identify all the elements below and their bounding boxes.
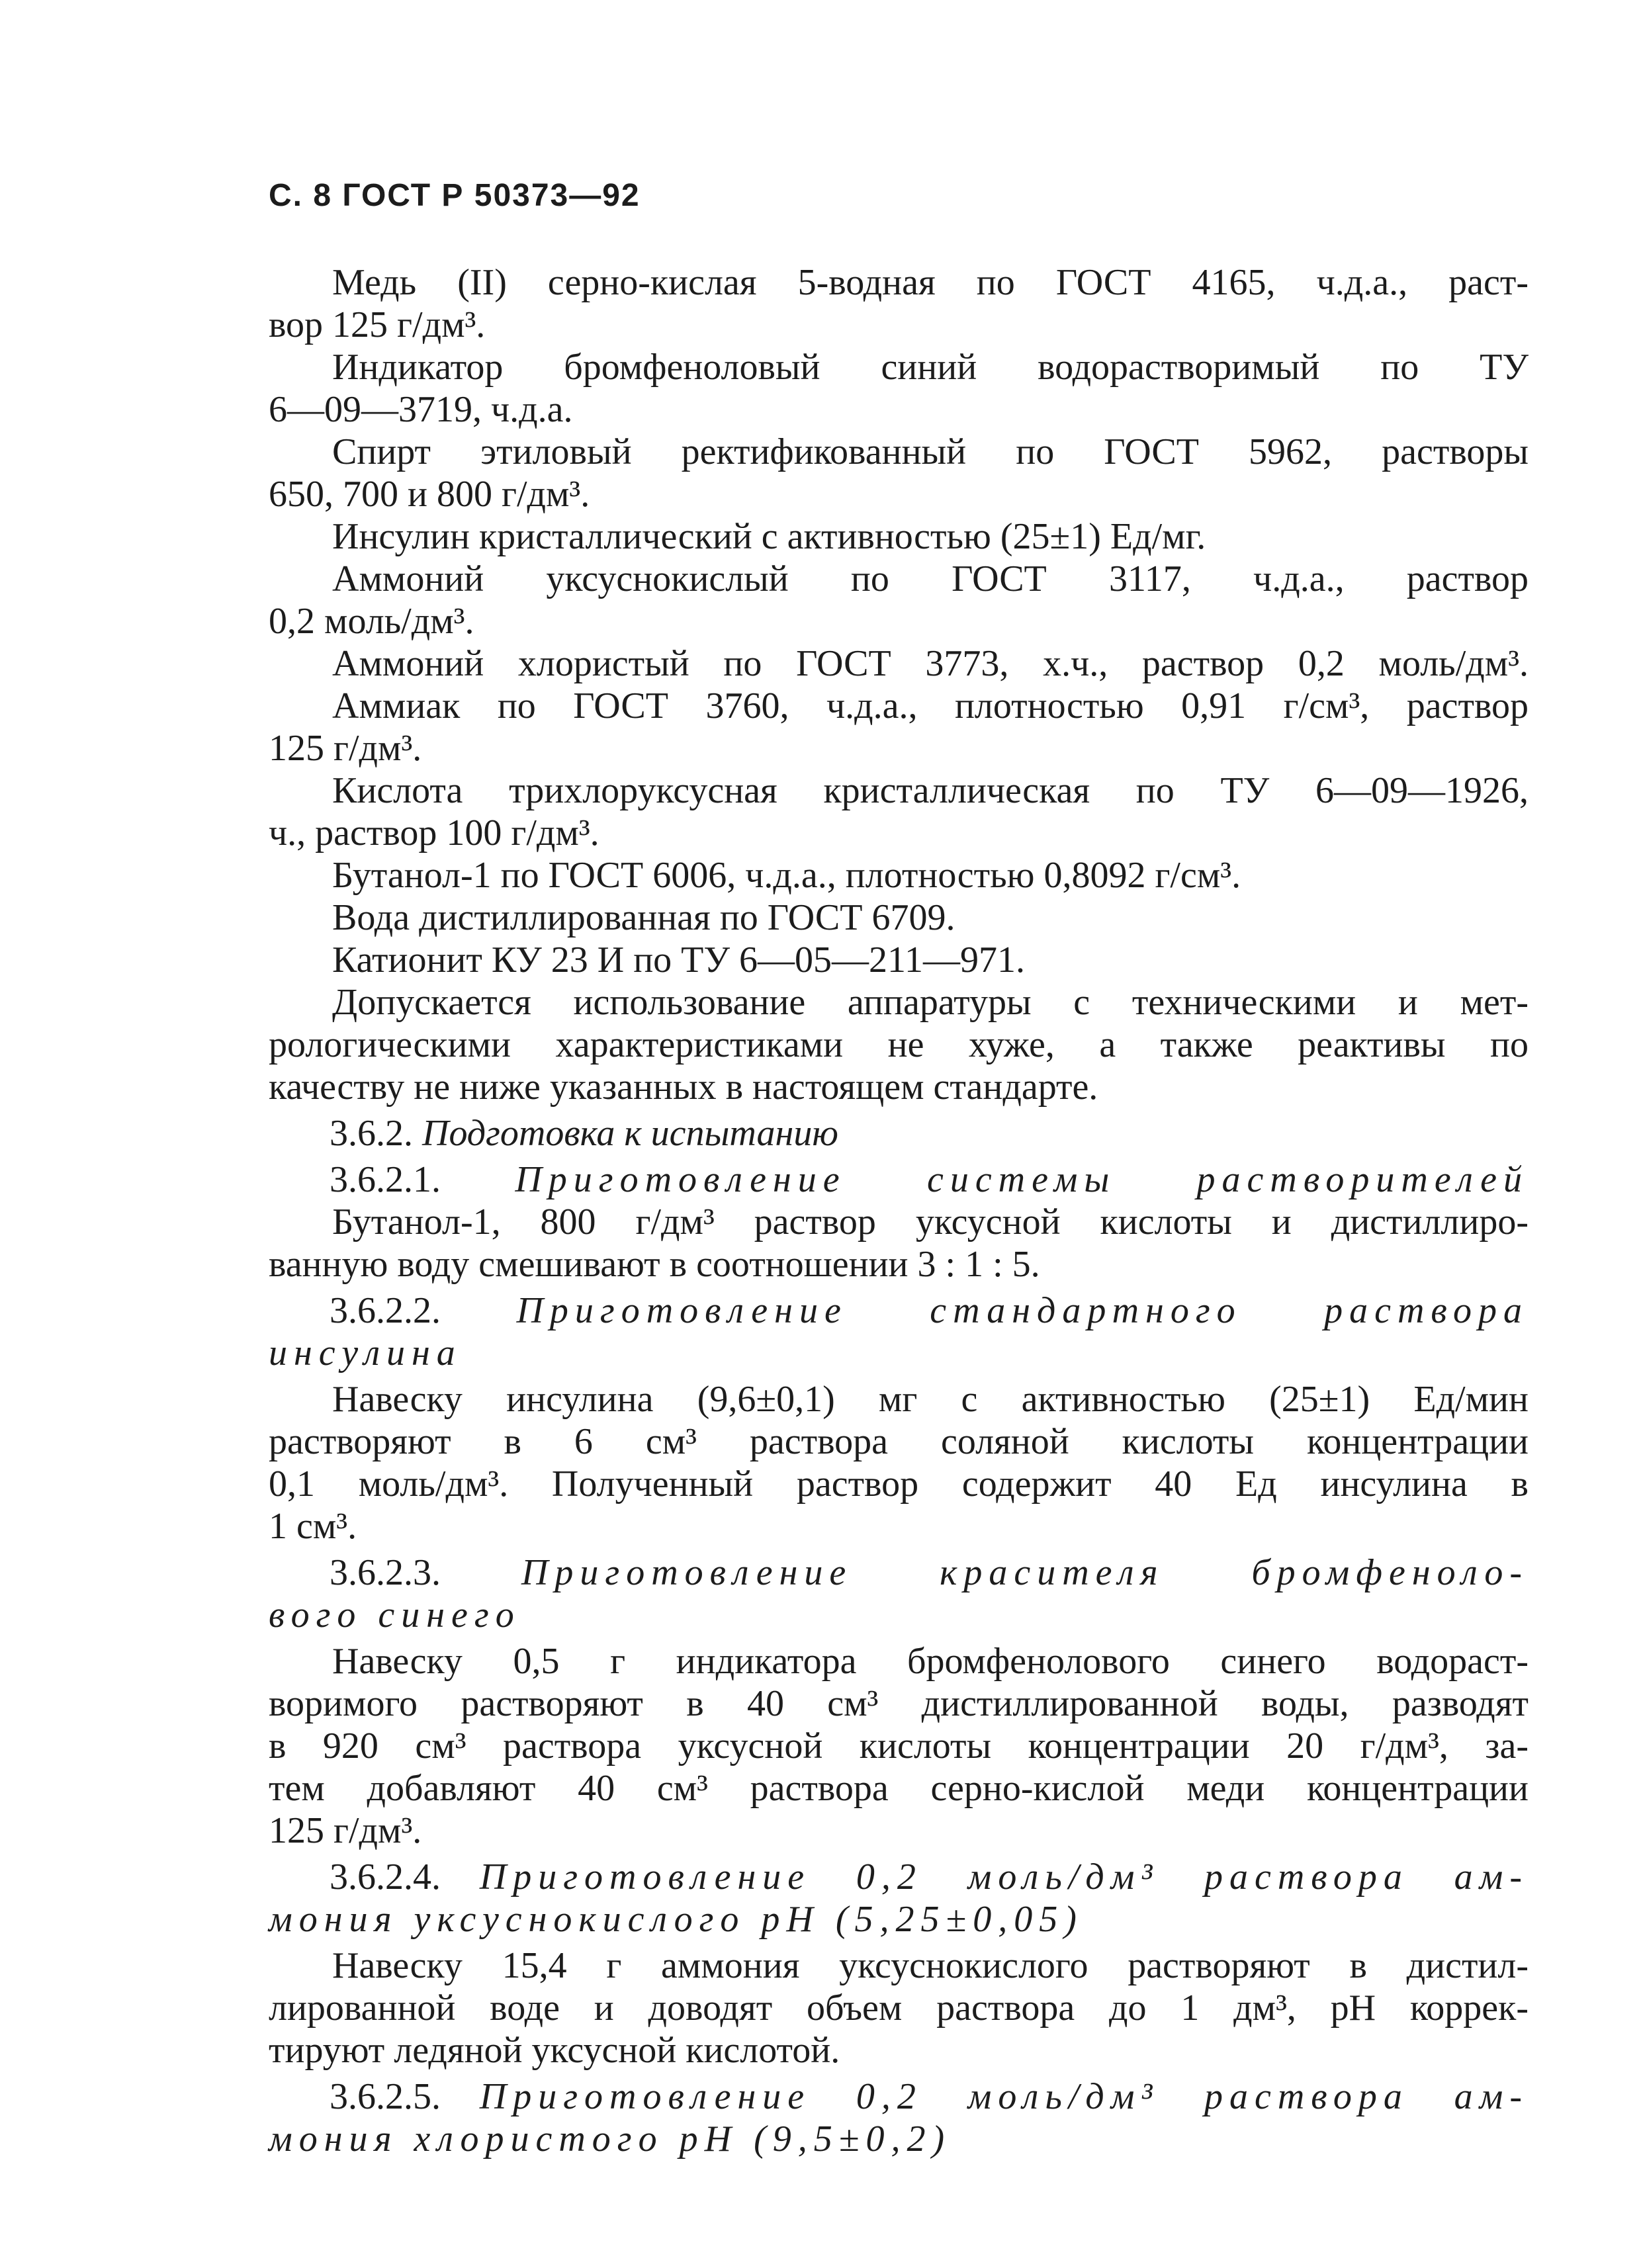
text-line [269, 261, 1529, 304]
line-text: Допускается использование аппаратуры с техническими и мет- [332, 982, 1529, 1023]
text-line [269, 769, 1529, 812]
text-line [269, 1463, 1529, 1505]
line-text: вор 125 г/дм³. [269, 304, 486, 345]
line-text: рологическими характеристиками не хуже, а также реактивы по [269, 1024, 1529, 1065]
line-text: 0,1 моль/дм³. Полученный раствор содержит 40 Ед инсулина в [269, 1463, 1529, 1505]
text-line [269, 346, 1529, 388]
text-line [269, 1201, 1529, 1243]
text-line [269, 1420, 1529, 1463]
text-line [269, 1810, 1529, 1852]
line-text: Катионит КУ 23 И по ТУ 6—05—211—971. [332, 939, 1025, 981]
text-line [269, 939, 1529, 981]
text-line [269, 2075, 1529, 2118]
line-text: 3.6.2.1. [330, 1159, 515, 1200]
text-line [269, 1551, 1529, 1594]
text-line [269, 388, 1529, 431]
line-text: Вода дистиллированная по ГОСТ 6709. [332, 897, 955, 938]
text-line [269, 981, 1529, 1024]
text-line [269, 1987, 1529, 2029]
italic-heading-text: Подготовка к испытанию [422, 1113, 838, 1154]
text-line [269, 1725, 1529, 1767]
document-body [269, 261, 1529, 2160]
text-line [269, 1024, 1529, 1066]
text-line [269, 1066, 1529, 1108]
line-text: 0,2 моль/дм³. [269, 601, 474, 642]
line-text: 3.6.2.4. [330, 1856, 480, 1897]
line-text: Бутанол-1 по ГОСТ 6006, ч.д.а., плотностью 0,8092 г/см³. [332, 855, 1241, 896]
line-text: тируют ледяной уксусной кислотой. [269, 2030, 840, 2071]
text-line [269, 1112, 1529, 1155]
line-text: Инсулин кристаллический с активностью (25±1) Ед/мг. [332, 516, 1206, 557]
line-text: 125 г/дм³. [269, 728, 422, 769]
line-text: 3.6.2. [330, 1113, 422, 1154]
text-line [269, 1332, 1529, 1374]
text-line [269, 1243, 1529, 1286]
line-text: качеству не ниже указанных в настоящем стандарте. [269, 1067, 1098, 1108]
line-text: в 920 см³ раствора уксусной кислоты концентрации 20 г/дм³, за- [269, 1725, 1529, 1766]
line-text: воримого растворяют в 40 см³ дистиллированной воды, разводят [269, 1683, 1529, 1724]
text-line [269, 812, 1529, 854]
italic-heading-text: мония хлористого pH (9,5±0,2) [269, 2118, 952, 2159]
text-line [269, 727, 1529, 769]
italic-heading-text: Приготовление стандартного раствора [516, 1290, 1529, 1331]
text-line [269, 431, 1529, 473]
line-text: Аммоний хлористый по ГОСТ 3773, х.ч., раствор 0,2 моль/дм³. [332, 643, 1529, 684]
italic-heading-text: инсулина [269, 1332, 462, 1374]
line-text: Медь (II) серно-кислая 5-водная по ГОСТ 4165, ч.д.а., раст- [332, 262, 1529, 303]
text-line [269, 2029, 1529, 2072]
line-text: лированной воде и доводят объем раствора до 1 дм³, pH коррек- [269, 1987, 1529, 2028]
text-line [269, 642, 1529, 685]
text-line [269, 896, 1529, 939]
text-line [269, 1767, 1529, 1810]
line-text: Навеску инсулина (9,6±0,1) мг с активностью (25±1) Ед/мин [332, 1379, 1529, 1420]
text-line [269, 1640, 1529, 1682]
italic-heading-text: мония уксуснокислого pH (5,25±0,05) [269, 1899, 1083, 1940]
text-line [269, 854, 1529, 896]
text-line [269, 600, 1529, 642]
text-line [269, 1158, 1529, 1201]
text-line [269, 1505, 1529, 1548]
line-text: 1 см³. [269, 1506, 357, 1547]
text-line [269, 1944, 1529, 1987]
text-line [269, 1898, 1529, 1941]
line-text: Индикатор бромфеноловый синий водорастворимый по ТУ [332, 347, 1529, 388]
text-line [269, 2118, 1529, 2160]
text-line [269, 1856, 1529, 1898]
line-text: 3.6.2.3. [330, 1552, 521, 1593]
italic-heading-text: вого синего [269, 1594, 521, 1636]
line-text: 650, 700 и 800 г/дм³. [269, 474, 590, 515]
text-line [269, 558, 1529, 600]
line-text: Навеску 0,5 г индикатора бромфенолового синего водораст- [332, 1641, 1529, 1682]
line-text: Аммоний уксуснокислый по ГОСТ 3117, ч.д.а., раствор [332, 558, 1529, 599]
text-line [269, 304, 1529, 346]
line-text: Навеску 15,4 г аммония уксуснокислого растворяют в дистил- [332, 1945, 1529, 1986]
line-text: Аммиак по ГОСТ 3760, ч.д.а., плотностью 0,91 г/см³, раствор [332, 685, 1529, 726]
text-line [269, 515, 1529, 558]
line-text: 3.6.2.2. [330, 1290, 517, 1331]
text-line [269, 1378, 1529, 1420]
text-line [269, 685, 1529, 727]
italic-heading-text: Приготовление 0,2 моль/дм³ раствора ам- [479, 1856, 1529, 1897]
italic-heading-text: Приготовление системы растворителей [515, 1159, 1529, 1200]
line-text: растворяют в 6 см³ раствора соляной кислоты концентрации [269, 1421, 1529, 1462]
text-line [269, 1289, 1529, 1332]
line-text: 6—09—3719, ч.д.а. [269, 389, 573, 430]
page-header: С. 8 ГОСТ Р 50373—92 [269, 178, 641, 213]
line-text: Спирт этиловый ректификованный по ГОСТ 5962, растворы [332, 431, 1529, 472]
line-text: ч., раствор 100 г/дм³. [269, 812, 599, 853]
text-line [269, 473, 1529, 515]
text-line [269, 1594, 1529, 1636]
line-text: 125 г/дм³. [269, 1810, 422, 1851]
line-text: 3.6.2.5. [330, 2076, 480, 2117]
line-text: ванную воду смешивают в соотношении 3 : 1 : 5. [269, 1244, 1040, 1285]
text-line [269, 1682, 1529, 1725]
line-text: тем добавляют 40 см³ раствора серно-кислой меди концентрации [269, 1768, 1529, 1809]
line-text: Кислота трихлоруксусная кристаллическая по ТУ 6—09—1926, [332, 770, 1529, 811]
line-text: Бутанол-1, 800 г/дм³ раствор уксусной кислоты и дистиллиро- [332, 1201, 1529, 1243]
italic-heading-text: Приготовление 0,2 моль/дм³ раствора ам- [479, 2076, 1529, 2117]
italic-heading-text: Приготовление красителя бромфеноло- [521, 1552, 1529, 1593]
